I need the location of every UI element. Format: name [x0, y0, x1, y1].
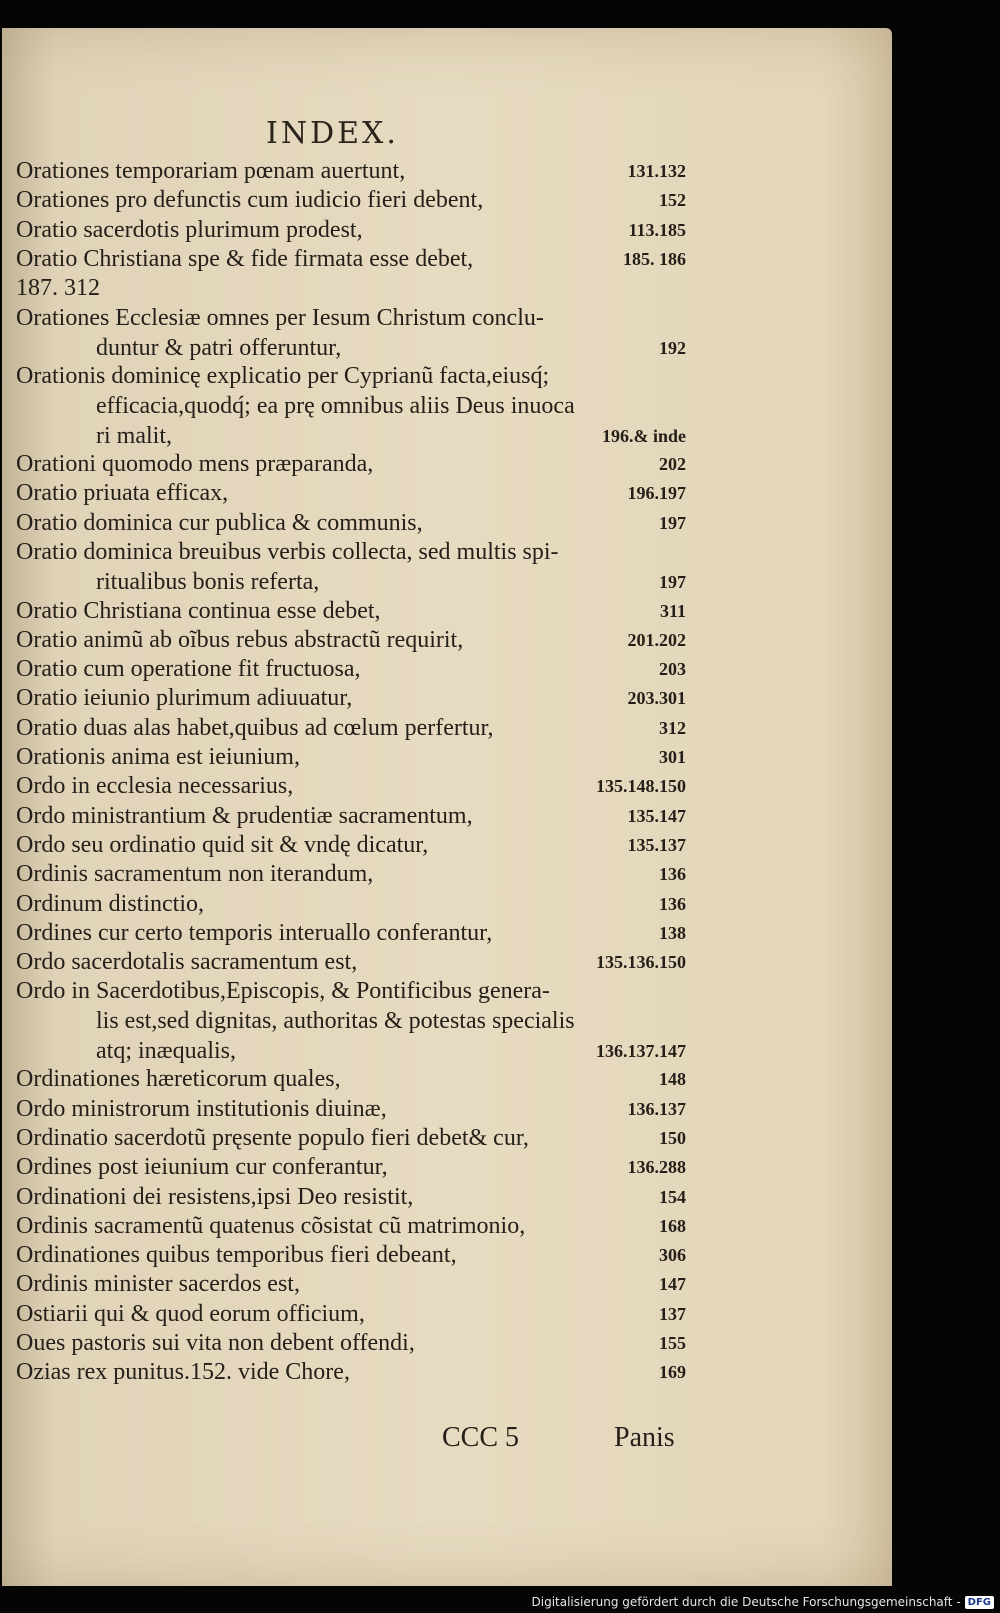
entry-text: Ordines post ieiunium cur conferantur, — [16, 1154, 388, 1181]
index-entry — [16, 361, 686, 451]
catchword: Panis — [614, 1422, 675, 1453]
index-entry — [16, 654, 686, 684]
page-reference: 152 — [659, 190, 686, 211]
entry-text: Oratio animũ ab oĩbus rebus abstractũ requirit, — [16, 626, 464, 653]
entry-line — [16, 303, 686, 333]
entry-line — [16, 1299, 686, 1329]
index-entry — [16, 449, 686, 479]
entry-text: Oratio cum operatione fit fructuosa, — [16, 656, 361, 683]
entry-line — [16, 361, 686, 391]
entry-text: Orationes temporariam pœnam auertunt, — [16, 158, 406, 184]
index-entry — [16, 244, 686, 274]
index-entry — [16, 185, 686, 215]
entry-line — [16, 421, 686, 451]
entry-line — [16, 537, 686, 567]
entry-line — [16, 742, 686, 772]
entry-text: Ordo seu ordinatio quid sit & vndę dicatur, — [16, 831, 429, 858]
entry-text: Ordo sacerdotalis sacramentum est, — [16, 949, 358, 976]
dfg-logo-icon: DFG — [965, 1596, 994, 1609]
index-entry — [16, 1123, 686, 1153]
index-entry — [16, 1064, 686, 1094]
page-reference: 136 — [659, 893, 686, 914]
entry-text: ritualibus bonis referta, — [96, 568, 320, 595]
page-reference: 311 — [659, 600, 686, 621]
index-entry — [16, 859, 686, 889]
index-entry — [16, 683, 686, 713]
entry-line — [16, 1211, 686, 1241]
entry-text: Ozias rex punitus.152. vide Chore, — [16, 1359, 350, 1386]
entry-line — [16, 1036, 686, 1066]
entry-text: ri malit, — [96, 423, 172, 450]
index-entry — [16, 1152, 686, 1182]
entry-line — [16, 1152, 686, 1182]
page-reference: 196.& inde — [601, 426, 686, 447]
index-entry — [16, 273, 686, 303]
entry-line — [16, 1328, 686, 1358]
entry-line — [16, 1094, 686, 1124]
page-header: INDEX. — [266, 116, 399, 151]
entry-line — [16, 333, 686, 363]
index-entry — [16, 537, 686, 597]
index-entry — [16, 1269, 686, 1299]
entry-line — [16, 1269, 686, 1299]
entry-text: atq; inæqualis, — [96, 1038, 236, 1065]
index-entry — [16, 1299, 686, 1329]
entry-text: Ordines cur certo temporis interuallo conferantur, — [16, 919, 493, 946]
entry-text: Ordo ministrorum institutionis diuinæ, — [16, 1095, 387, 1122]
page-reference: 135.148.150 — [596, 776, 686, 797]
index-entry — [16, 596, 686, 626]
page-reference: 135.137 — [627, 834, 686, 855]
entry-line — [16, 1182, 686, 1212]
entry-line — [16, 273, 686, 303]
page-reference: 136.137 — [627, 1098, 686, 1119]
index-entry — [16, 1094, 686, 1124]
entry-line — [16, 596, 686, 626]
index-entry — [16, 303, 686, 363]
entry-line — [16, 391, 686, 421]
entry-line — [16, 889, 686, 919]
entry-line — [16, 244, 686, 274]
page-reference: 113.185 — [628, 219, 686, 240]
index-entry — [16, 830, 686, 860]
index-entry — [16, 478, 686, 508]
entry-line — [16, 1064, 686, 1094]
page-reference: 136.137.147 — [596, 1041, 686, 1062]
index-entry — [16, 625, 686, 655]
entry-line — [16, 185, 686, 215]
entry-text: Ostiarii qui & quod eorum officium, — [16, 1300, 365, 1327]
index-entry — [16, 918, 686, 948]
index-entry — [16, 508, 686, 538]
entry-text: Ordinatio sacerdotũ pręsente populo fieri debet& cur, — [16, 1124, 529, 1151]
entry-text: Oratio duas alas habet,quibus ad cœlum perfertur, — [16, 714, 494, 741]
entry-line — [16, 156, 686, 186]
entry-text: Ordinationi dei resistens,ipsi Deo resistit, — [16, 1183, 414, 1210]
page-reference: 136 — [659, 864, 686, 885]
book-page — [2, 28, 892, 1586]
index-entry — [16, 947, 686, 977]
page-reference: 306 — [659, 1245, 686, 1266]
entry-line — [16, 1006, 686, 1036]
index-entry — [16, 1182, 686, 1212]
entry-line — [16, 567, 686, 597]
entry-line — [16, 859, 686, 889]
page-reference: 201.202 — [627, 629, 686, 650]
entry-text: Ordo ministrantium & prudentiæ sacramentum, — [16, 802, 473, 829]
entry-text: Oratio Christiana spe & fide firmata esse debet, — [16, 245, 474, 272]
entry-line — [16, 918, 686, 948]
index-entry — [16, 156, 686, 186]
entry-text: Ordo in Sacerdotibus,Episcopis, & Pontificibus genera- — [16, 978, 550, 1005]
page-reference: 154 — [659, 1186, 686, 1207]
page-reference: 203 — [659, 659, 686, 680]
page-reference: 197 — [659, 571, 686, 592]
entry-line — [16, 1357, 686, 1387]
index-entry — [16, 713, 686, 743]
signature-mark: CCC 5 — [442, 1422, 520, 1453]
entry-text: Orationis dominicę explicatio per Cyprianũ facta,eiusq́; — [16, 363, 550, 390]
page-reference: 185. 186 — [623, 248, 686, 269]
entry-text: Ordinis sacramentum non iterandum, — [16, 861, 374, 888]
entry-text: Ordinis sacramentũ quatenus cõsistat cũ matrimonio, — [16, 1212, 526, 1239]
page-reference: 312 — [659, 717, 686, 738]
entry-line — [16, 976, 686, 1006]
index-entry — [16, 215, 686, 245]
entry-text: Oratio dominica breuibus verbis collecta, sed multis spi- — [16, 538, 559, 565]
page-reference: 137 — [659, 1303, 686, 1324]
page-reference: 301 — [659, 747, 686, 767]
entry-line — [16, 1123, 686, 1153]
entry-line — [16, 508, 686, 538]
entry-text: Ordinationes hæreticorum quales, — [16, 1066, 341, 1093]
index-entry — [16, 771, 686, 801]
entry-line — [16, 830, 686, 860]
entry-text: Oratio dominica cur publica & communis, — [16, 509, 423, 536]
index-entry — [16, 1240, 686, 1270]
entry-text: Ordinationes quibus temporibus fieri debeant, — [16, 1242, 457, 1269]
page-reference: 135.147 — [627, 805, 686, 826]
page-reference: 192 — [659, 337, 686, 358]
entry-line — [16, 713, 686, 743]
entry-text: Ordinum distinctio, — [16, 890, 204, 917]
page-reference: 197 — [659, 512, 686, 533]
page-reference: 135.136.150 — [596, 952, 686, 973]
entry-text: Oues pastoris sui vita non debent offendi, — [16, 1330, 415, 1356]
index-entry — [16, 1328, 686, 1358]
entry-line — [16, 771, 686, 801]
entry-text: lis est,sed dignitas, authoritas & potestas specialis — [96, 1008, 575, 1035]
digitization-footer — [532, 1595, 995, 1609]
entry-text: 187. 312 — [16, 275, 100, 302]
entry-text: Ordo in ecclesia necessarius, — [16, 773, 294, 800]
page-reference: 203.301 — [627, 688, 686, 709]
page-reference: 131.132 — [627, 161, 686, 181]
entry-line — [16, 683, 686, 713]
entry-line — [16, 947, 686, 977]
entry-line — [16, 625, 686, 655]
entry-text: Orationes Ecclesiæ omnes per Iesum Christum conclu- — [16, 304, 544, 331]
page-reference: 196.197 — [627, 483, 686, 504]
page-reference: 138 — [659, 922, 686, 943]
index-entry — [16, 889, 686, 919]
entry-line — [16, 801, 686, 831]
index-entry — [16, 1211, 686, 1241]
entry-text: efficacia,quodq́; ea prę omnibus aliis Deus inuoca — [96, 393, 575, 420]
entry-line — [16, 1240, 686, 1270]
entry-line — [16, 215, 686, 245]
index-entry — [16, 976, 686, 1066]
index-entry — [16, 1357, 686, 1387]
entry-text: Ordinis minister sacerdos est, — [16, 1271, 300, 1298]
footer-credit: Digitalisierung gefördert durch die Deutsche Forschungsgemeinschaft - — [531, 1595, 961, 1609]
entry-line — [16, 449, 686, 479]
entry-text: Oratio sacerdotis plurimum prodest, — [16, 216, 363, 243]
page-reference: 150 — [659, 1127, 686, 1148]
entry-line — [16, 478, 686, 508]
page-reference: 148 — [659, 1069, 686, 1090]
page-reference: 202 — [659, 454, 686, 474]
page-reference: 147 — [659, 1274, 686, 1295]
entry-text: Orationis anima est ieiunium, — [16, 744, 300, 770]
page-reference: 168 — [659, 1215, 686, 1236]
page-reference: 155 — [659, 1333, 686, 1353]
entry-text: Orationi quomodo mens præparanda, — [16, 451, 374, 477]
entry-line — [16, 654, 686, 684]
entry-text: Oratio Christiana continua esse debet, — [16, 597, 381, 624]
page-reference: 169 — [659, 1362, 686, 1383]
index-entry — [16, 742, 686, 772]
entry-text: duntur & patri offeruntur, — [96, 334, 342, 361]
entry-text: Oratio ieiunio plurimum adiuuatur, — [16, 685, 353, 712]
entry-text: Orationes pro defunctis cum iudicio fieri debent, — [16, 187, 484, 214]
index-entry — [16, 801, 686, 831]
page-reference: 136.288 — [627, 1157, 686, 1178]
entry-text: Oratio priuata efficax, — [16, 480, 229, 507]
